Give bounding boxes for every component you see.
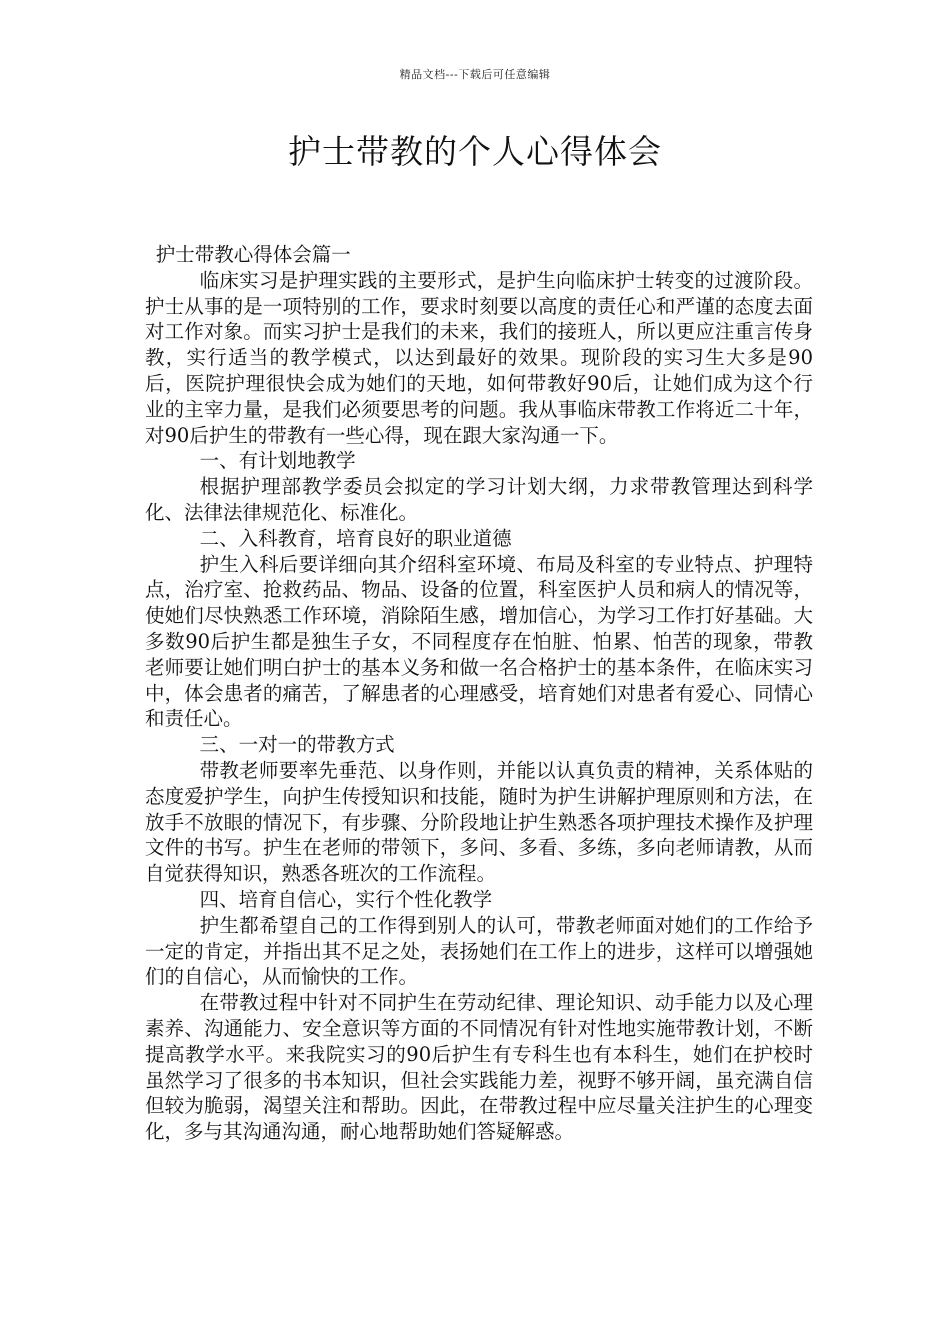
body-paragraph: 在带教过程中针对不同护生在劳动纪律、理论知识、动手能力以及心理素养、沟通能力、安全意识等方面的不同情况有针对性地实施带教计划，不断提高教学水平。来我院实习的90后护生有专科生也有本科生，她们在护校时虽然学习了很多的书本知识，但社会实践能力差，视野不够开阔，虽充满自信但较为脆弱，渴望关注和帮助。因此，在带教过程中应尽量关注护生的心理变化，多与其沟通沟通，耐心地帮助她们答疑解惑。: [145, 991, 813, 1144]
body-paragraph: 根据护理部教学委员会拟定的学习计划大纲，力求带教管理达到科学化、法律法律规范化、标准化。: [145, 475, 813, 524]
subheading: 二、入科教育，培育良好的职业道德: [199, 526, 512, 550]
body-paragraph: 护生入科后要详细向其介绍科室环境、布局及科室的专业特点、护理特点，治疗室、抢救药品、物品、设备的位置，科室医护人员和病人的情况等，使她们尽快熟悉工作环境，消除陌生感，增加信心，为学习工作打好基础。大多数90后护生都是独生子女，不同程度存在怕脏、怕累、怕苦的现象，带教老师要让她们明白护士的基本义务和做一名合格护士的基本条件，在临床实习中，体会患者的痛苦，了解患者的心理感受，培育她们对患者有爱心、同情心和责任心。: [145, 552, 813, 731]
document-title: 护士带教的个人心得体会: [288, 132, 662, 171]
subheading: 三、一对一的带教方式: [199, 733, 395, 757]
document-body: [145, 242, 813, 1145]
body-paragraph: 带教老师要率先垂范、以身作则，并能以认真负责的精神，关系体贴的态度爱护学生，向护生传授知识和技能，随时为护生讲解护理原则和方法，在放手不放眼的情况下，有步骤、分阶段地让护生熟悉各项护理技术操作及护理文件的书写。护生在老师的带领下，多问、多看、多练，多向老师请教，从而自觉获得知识，熟悉各班次的工作流程。: [145, 758, 813, 886]
subheading: 一、有计划地教学: [199, 449, 356, 473]
section-heading: 护士带教心得体会篇一: [155, 243, 351, 266]
body-paragraph: 护生都希望自己的工作得到别人的认可，带教老师面对她们的工作给予一定的肯定，并指出其不足之处，表扬她们在工作上的进步，这样可以增强她们的自信心，从而愉快的工作。: [145, 913, 813, 989]
header-note: 精品文档---下载后可任意编辑: [399, 68, 551, 81]
subheading: 四、培育自信心，实行个性化教学: [199, 887, 493, 911]
body-paragraph: 临床实习是护理实践的主要形式，是护生向临床护士转变的过渡阶段。护士从事的是一项特别的工作，要求时刻要以高度的责任心和严谨的态度去面对工作对象。而实习护士是我们的未来，我们的接班人，所以更应注重言传身教，实行适当的教学模式，以达到最好的效果。现阶段的实习生大多是90后，医院护理很快会成为她们的天地，如何带教好90后，让她们成为这个行业的主宰力量，是我们必须要思考的问题。我从事临床带教工作将近二十年，对90后护生的带教有一些心得，现在跟大家沟通一下。: [145, 268, 813, 447]
